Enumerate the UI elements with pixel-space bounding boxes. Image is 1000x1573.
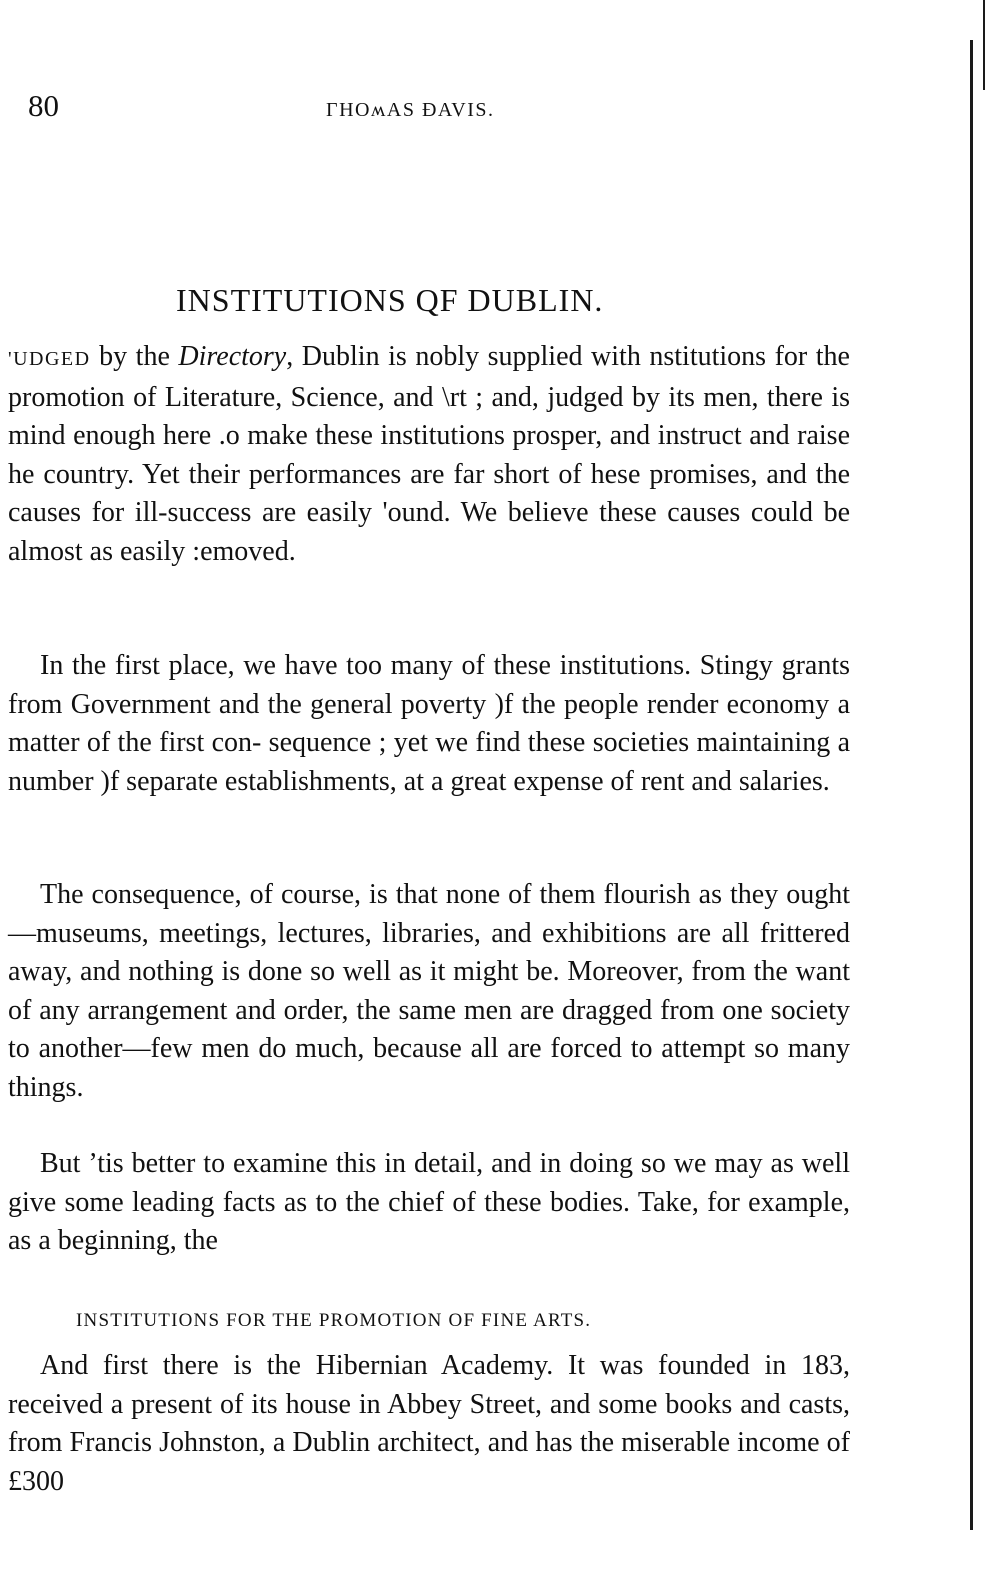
paragraph-3-text: The consequence, of course, is that none of them flourish as they ought—museums, meetings, lectures, libraries, and exhibitions are all frittered away, and nothing is done so well as it might be. Moreover, from the want of any arrangement and order, the same men are dragged from one society to another—few men do much, because all are forced to attempt so many things.: [8, 879, 850, 1103]
running-head: [0, 80, 1000, 130]
paragraph-4-text: But ’tis better to examine this in detail, and in doing so we may as well give some leading facts as to the chief of these bodies. Take, for example, as a beginning, the: [8, 1148, 850, 1256]
paragraph-2: [8, 647, 850, 801]
drop-word-smallcaps: 'UDGED: [8, 348, 91, 370]
paragraph-3: [8, 876, 850, 1107]
section-heading: INSTITUTIONS FOR THE PROMOTION OF FINE ARTS.: [76, 1310, 592, 1331]
paragraph-2-text: In the first place, we have too many of these institutions. Stingy grants from Government and the general poverty )f the people render economy a matter of the first con- sequence ; yet we find these societies maintaining a number )f separate establishments, at a great expense of rent and salaries.: [8, 650, 850, 797]
paragraph-1: [8, 338, 850, 571]
paragraph-5: [8, 1347, 850, 1501]
chapter-title: INSTITUTIONS QF DUBLIN.: [176, 282, 604, 318]
page-number: 80: [28, 88, 59, 123]
paragraph-1-text-a: by the: [90, 341, 179, 372]
scan-edge-line-top: [983, 0, 985, 90]
directory-italic: Directory: [178, 341, 287, 372]
scan-edge-line: [970, 40, 973, 1530]
paragraph-5-text: And first there is the Hibernian Academy. It was founded in 18⁢3, received a present of its house in Abbey Street, and some books and casts, from Francis Johnston, a Dublin architect, and has the miserable income of £300: [8, 1350, 850, 1497]
running-title: ΓHOʍAS ƉAVIS.: [326, 99, 495, 121]
paragraph-4: [8, 1145, 850, 1261]
paragraph-1-text-b: , Dublin is nobly supplied with nstitutions for the promotion of Literature, Science, and \rt ; and, judged by its men, there is mind enough here .o make these institutions prosper, and instruct and raise he country. Yet their performances are far short of hese promises, and the causes for ill-success are easily 'ound. We believe these causes could be almost as easily :emoved.: [8, 341, 850, 567]
